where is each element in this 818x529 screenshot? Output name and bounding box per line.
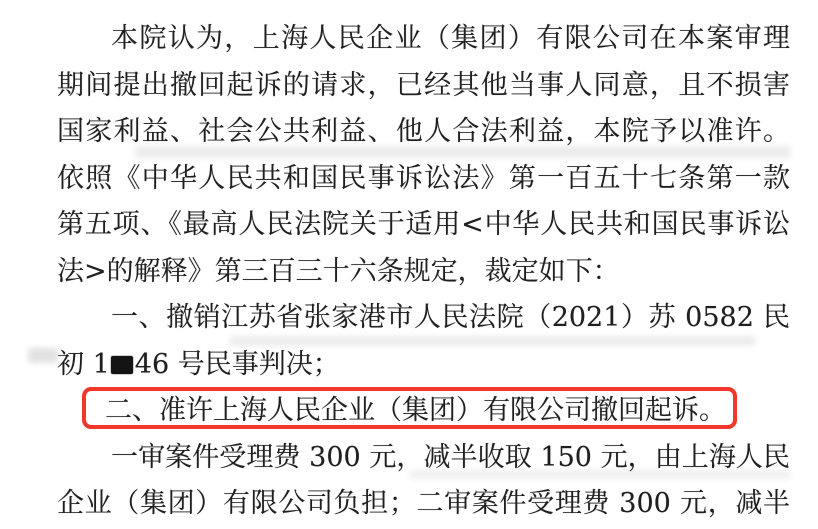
case-number-prefix: 初 1 xyxy=(57,348,110,380)
document-text xyxy=(57,16,790,528)
ruling-item2-line: 二、准许上海人民企业（集团）有限公司撤回起诉。 xyxy=(105,395,726,426)
redaction-mark xyxy=(111,356,133,374)
opinion-line-3: 国家利益、社会公共利益、他人合法利益，本院予以准许。 xyxy=(57,116,790,147)
legal-basis-line-1: 依照《中华人民共和国民事诉讼法》第一百五十七条第一款 xyxy=(57,162,790,194)
ruling-item1-line-2 xyxy=(57,342,790,389)
ruling-item1-line-1: 一、撤销江苏省张家港市人民法院（2021）苏 0582 民 xyxy=(111,302,790,333)
opinion-line-2: 期间提出撤回起诉的请求，已经其他当事人同意，且不损害 xyxy=(57,69,790,101)
case-number-suffix: 46 号民事判决； xyxy=(134,348,340,380)
court-fee-line-1: 一审案件受理费 300 元，减半收取 150 元，由上海人民 xyxy=(111,441,790,473)
opinion-line-1: 本院认为，上海人民企业（集团）有限公司在本案审理 xyxy=(111,23,790,54)
legal-basis-line-2: 第五项、《最高人民法院关于适用<中华人民共和国民事诉讼 xyxy=(57,209,790,240)
scan-smudge xyxy=(28,348,58,363)
court-fee-line-2: 企业（集团）有限公司负担；二审案件受理费 300 元，减半 xyxy=(57,488,790,519)
legal-basis-line-3: 法>的解释》第三百三十六条规定，裁定如下： xyxy=(57,255,620,287)
